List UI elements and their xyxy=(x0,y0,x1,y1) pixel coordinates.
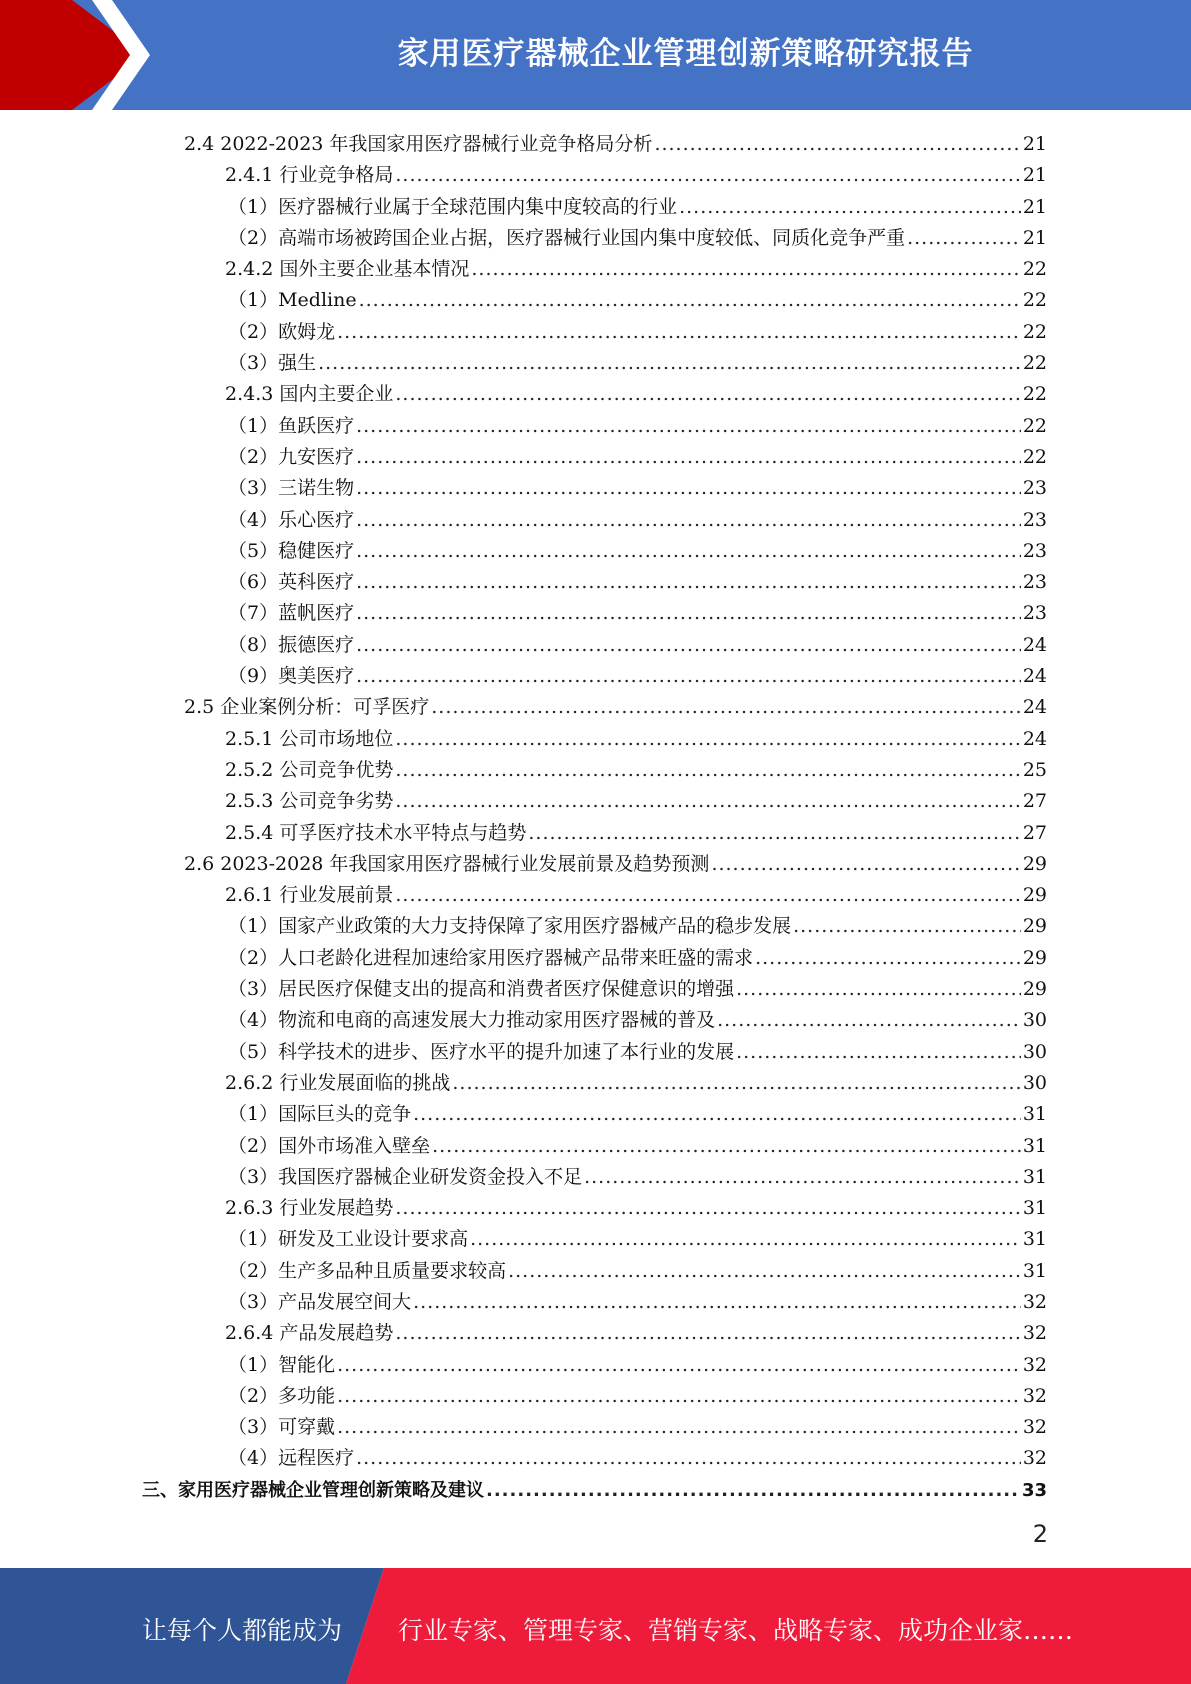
toc-entry-page: 30 xyxy=(1022,1071,1047,1094)
toc-entry-label: （2）国外市场准入壁垒 xyxy=(228,1134,431,1157)
toc-entry-label: 2.6.4 产品发展趋势 xyxy=(225,1322,394,1345)
toc-entry-label: 2.5.4 可孚医疗技术水平特点与趋势 xyxy=(225,821,527,844)
toc-entry-page: 32 xyxy=(1022,1322,1047,1345)
toc-entry[interactable] xyxy=(0,223,1047,254)
toc-entry[interactable] xyxy=(0,1475,1047,1506)
toc-dot-leader xyxy=(432,1131,1021,1162)
toc-entry-page: 24 xyxy=(1022,696,1047,719)
toc-dot-leader xyxy=(337,1350,1021,1381)
toc-entry-page: 22 xyxy=(1022,320,1047,343)
toc-entry-label: 2.4.3 国内主要企业 xyxy=(225,383,394,406)
toc-entry-page: 23 xyxy=(1022,602,1047,625)
toc-entry-page: 29 xyxy=(1022,915,1047,938)
toc-entry-page: 22 xyxy=(1022,352,1047,375)
toc-entry-page: 29 xyxy=(1022,978,1047,1001)
toc-entry-page: 27 xyxy=(1022,821,1047,844)
toc-dot-leader xyxy=(356,536,1021,567)
header-band xyxy=(0,0,1191,110)
toc-entry[interactable] xyxy=(0,1099,1047,1130)
toc-entry-page: 22 xyxy=(1022,383,1047,406)
toc-entry-page: 22 xyxy=(1022,289,1047,312)
toc-entry-label: （2）九安医疗 xyxy=(228,445,355,468)
toc-dot-leader xyxy=(755,943,1021,974)
toc-entry-label: 2.5 企业案例分析：可孚医疗 xyxy=(184,696,430,719)
toc-entry[interactable] xyxy=(0,505,1047,536)
toc-entry-label: （3）产品发展空间大 xyxy=(228,1290,412,1313)
toc-entry-page: 32 xyxy=(1022,1416,1047,1439)
toc-entry[interactable] xyxy=(0,1162,1047,1193)
toc-entry-page: 21 xyxy=(1022,195,1047,218)
toc-entry-page: 21 xyxy=(1022,164,1047,187)
toc-entry-page: 21 xyxy=(1022,226,1047,249)
toc-entry-label: 2.4.1 行业竞争格局 xyxy=(225,164,394,187)
toc-entry-page: 24 xyxy=(1022,665,1047,688)
toc-entry-label: （2）生产多品种且质量要求较高 xyxy=(228,1259,507,1282)
toc-entry-label: 2.5.3 公司竞争劣势 xyxy=(225,790,394,813)
toc-entry-label: （3）三诺生物 xyxy=(228,477,355,500)
toc-entry-label: 2.6.1 行业发展前景 xyxy=(225,884,394,907)
toc-entry-page: 24 xyxy=(1022,633,1047,656)
toc-dot-leader xyxy=(654,129,1020,160)
toc-entry-page: 23 xyxy=(1022,508,1047,531)
toc-dot-leader xyxy=(337,317,1021,348)
toc-entry[interactable] xyxy=(0,911,1047,942)
toc-entry[interactable] xyxy=(0,192,1047,223)
toc-dot-leader xyxy=(470,1224,1021,1255)
toc-entry[interactable] xyxy=(0,1068,1047,1099)
toc-entry-label: （2）高端市场被跨国企业占据，医疗器械行业国内集中度较低、同质化竞争严重 xyxy=(228,226,906,249)
toc-entry-label: （3）可穿戴 xyxy=(228,1416,336,1439)
toc-entry-label: （5）稳健医疗 xyxy=(228,539,355,562)
toc-entry[interactable] xyxy=(0,849,1047,880)
toc-entry[interactable] xyxy=(0,943,1047,974)
toc-entry[interactable] xyxy=(0,129,1047,160)
toc-entry[interactable] xyxy=(0,818,1047,849)
toc-entry-label: （1）医疗器械行业属于全球范围内集中度较高的行业 xyxy=(228,195,678,218)
toc-entry[interactable] xyxy=(0,317,1047,348)
toc-dot-leader xyxy=(395,379,1020,410)
toc-entry-label: 2.4 2022-2023 年我国家用医疗器械行业竞争格局分析 xyxy=(184,133,653,155)
toc-entry-page: 33 xyxy=(1021,1479,1047,1501)
toc-entry-label: 2.5.2 公司竞争优势 xyxy=(225,758,394,781)
toc-dot-leader xyxy=(395,724,1020,755)
footer-slogan-left: 让每个人都能成为 xyxy=(142,1616,343,1645)
toc-dot-leader xyxy=(452,1068,1020,1099)
toc-dot-leader xyxy=(736,974,1021,1005)
toc-entry[interactable] xyxy=(0,692,1047,723)
toc-entry[interactable] xyxy=(0,442,1047,473)
toc-entry[interactable] xyxy=(0,1318,1047,1349)
toc-dot-leader xyxy=(356,630,1021,661)
toc-entry-page: 27 xyxy=(1022,790,1047,813)
toc-dot-leader xyxy=(356,567,1021,598)
toc-entry-label: （1）智能化 xyxy=(228,1353,336,1376)
toc-dot-leader xyxy=(359,285,1021,316)
toc-entry-page: 32 xyxy=(1022,1290,1047,1313)
toc-dot-leader xyxy=(528,818,1020,849)
toc-entry[interactable] xyxy=(0,880,1047,911)
toc-dot-leader xyxy=(356,1443,1021,1474)
toc-entry-label: （2）多功能 xyxy=(228,1384,336,1407)
toc-entry-page: 30 xyxy=(1022,1040,1047,1063)
toc-dot-leader xyxy=(356,473,1021,504)
toc-dot-leader xyxy=(431,692,1021,723)
toc-entry-label: （5）科学技术的进步、医疗水平的提升加速了本行业的发展 xyxy=(228,1040,735,1063)
toc-dot-leader xyxy=(395,786,1020,817)
toc-entry-page: 31 xyxy=(1022,1134,1047,1157)
toc-entry-label: 2.4.2 国外主要企业基本情况 xyxy=(225,258,470,281)
toc-entry[interactable] xyxy=(0,379,1047,410)
toc-entry[interactable] xyxy=(0,254,1047,285)
toc-entry-page: 23 xyxy=(1022,571,1047,594)
toc-entry-page: 31 xyxy=(1022,1103,1047,1126)
toc-entry-label: 2.5.1 公司市场地位 xyxy=(225,727,394,750)
toc-entry-page: 24 xyxy=(1022,727,1047,750)
toc-entry-page: 32 xyxy=(1022,1353,1047,1376)
toc-entry[interactable] xyxy=(0,661,1047,692)
toc-entry[interactable] xyxy=(0,1256,1047,1287)
toc-entry[interactable] xyxy=(0,630,1047,661)
toc-dot-leader xyxy=(337,1381,1021,1412)
toc-entry-label: 2.6.3 行业发展趋势 xyxy=(225,1197,394,1220)
toc-entry-page: 22 xyxy=(1022,258,1047,281)
toc-dot-leader xyxy=(395,1318,1020,1349)
toc-entry[interactable] xyxy=(0,160,1047,191)
toc-entry-page: 25 xyxy=(1022,758,1047,781)
toc-entry-page: 31 xyxy=(1022,1197,1047,1220)
toc-entry[interactable] xyxy=(0,1287,1047,1318)
toc-entry[interactable] xyxy=(0,411,1047,442)
toc-entry[interactable] xyxy=(0,1037,1047,1068)
toc-dot-leader xyxy=(337,1412,1021,1443)
toc-entry-page: 23 xyxy=(1022,477,1047,500)
toc-dot-leader xyxy=(356,598,1021,629)
toc-entry[interactable] xyxy=(0,724,1047,755)
toc-entry[interactable] xyxy=(0,598,1047,629)
toc-dot-leader xyxy=(679,192,1021,223)
toc-entry[interactable] xyxy=(0,1381,1047,1412)
toc-entry-page: 31 xyxy=(1022,1259,1047,1282)
toc-entry-page: 22 xyxy=(1022,445,1047,468)
toc-entry-page: 22 xyxy=(1022,414,1047,437)
toc-entry-page: 32 xyxy=(1022,1384,1047,1407)
toc-dot-leader xyxy=(471,254,1020,285)
toc-entry[interactable] xyxy=(0,348,1047,379)
header-title: 家用医疗器械企业管理创新策略研究报告 xyxy=(397,36,974,72)
toc-entry[interactable] xyxy=(0,755,1047,786)
toc-dot-leader xyxy=(356,505,1021,536)
toc-entry-label: （1）研发及工业设计要求高 xyxy=(228,1228,469,1251)
toc-entry-label: （1）Medline xyxy=(228,289,357,312)
toc-dot-leader xyxy=(356,442,1021,473)
toc-entry-label: （3）我国医疗器械企业研发资金投入不足 xyxy=(228,1165,583,1188)
toc-dot-leader xyxy=(318,348,1021,379)
toc-entry-label: （3）居民医疗保健支出的提高和消费者医疗保健意识的增强 xyxy=(228,978,735,1001)
toc-entry[interactable] xyxy=(0,974,1047,1005)
toc-entry-label: （7）蓝帆医疗 xyxy=(228,602,355,625)
toc-entry-label: （1）国际巨头的竞争 xyxy=(228,1103,412,1126)
toc-dot-leader xyxy=(395,880,1020,911)
toc-entry-label: （1）鱼跃医疗 xyxy=(228,414,355,437)
toc-entry[interactable] xyxy=(0,1131,1047,1162)
toc-entry-page: 29 xyxy=(1022,884,1047,907)
toc-entry-label: 三、家用医疗器械企业管理创新策略及建议 xyxy=(142,1479,484,1501)
toc-entry-label: （4）远程医疗 xyxy=(228,1447,355,1470)
toc-dot-leader xyxy=(356,661,1021,692)
toc-entry-label: （2）人口老龄化进程加速给家用医疗器械产品带来旺盛的需求 xyxy=(228,946,754,969)
toc-dot-leader xyxy=(486,1475,1020,1506)
toc-entry[interactable] xyxy=(0,1193,1047,1224)
toc-entry[interactable] xyxy=(0,1224,1047,1255)
footer-slogan-right: 行业专家、管理专家、营销专家、战略专家、成功企业家…… xyxy=(398,1616,1074,1645)
toc-dot-leader xyxy=(584,1162,1021,1193)
toc-entry-label: （8）振德医疗 xyxy=(228,633,355,656)
toc-dot-leader xyxy=(711,849,1020,880)
toc-dot-leader xyxy=(736,1037,1021,1068)
toc-entry-label: （2）欧姆龙 xyxy=(228,320,336,343)
toc-entry[interactable] xyxy=(0,1350,1047,1381)
toc-entry[interactable] xyxy=(0,567,1047,598)
toc-entry-page: 21 xyxy=(1022,133,1047,155)
toc-entry[interactable] xyxy=(0,1005,1047,1036)
toc-entry-label: 2.6.2 行业发展面临的挑战 xyxy=(225,1071,451,1094)
toc-entry-label: （6）英科医疗 xyxy=(228,571,355,594)
toc-dot-leader xyxy=(413,1287,1021,1318)
toc-entry-page: 30 xyxy=(1022,1009,1047,1032)
toc-entry[interactable] xyxy=(0,1412,1047,1443)
toc-entry-label: （4）物流和电商的高速发展大力推动家用医疗器械的普及 xyxy=(228,1009,716,1032)
toc-entry-label: （3）强生 xyxy=(228,352,317,375)
footer-band xyxy=(0,1568,1191,1684)
toc-dot-leader xyxy=(413,1099,1021,1130)
toc-entry-page: 29 xyxy=(1022,946,1047,969)
toc-entry[interactable] xyxy=(0,285,1047,316)
toc-dot-leader xyxy=(395,1193,1020,1224)
toc-entry[interactable] xyxy=(0,786,1047,817)
table-of-contents xyxy=(0,129,1191,1506)
toc-entry-page: 31 xyxy=(1022,1228,1047,1251)
toc-entry-label: 2.6 2023-2028 年我国家用医疗器械行业发展前景及趋势预测 xyxy=(184,852,710,875)
toc-entry-label: （4）乐心医疗 xyxy=(228,508,355,531)
toc-dot-leader xyxy=(907,223,1021,254)
toc-dot-leader xyxy=(717,1005,1021,1036)
toc-entry[interactable] xyxy=(0,536,1047,567)
toc-entry-page: 29 xyxy=(1022,852,1047,875)
toc-dot-leader xyxy=(793,911,1021,942)
toc-entry[interactable] xyxy=(0,1443,1047,1474)
toc-entry-page: 32 xyxy=(1022,1447,1047,1470)
toc-dot-leader xyxy=(395,160,1020,191)
page-number: 2 xyxy=(1032,1520,1048,1548)
toc-dot-leader xyxy=(508,1256,1021,1287)
toc-dot-leader xyxy=(395,755,1020,786)
toc-entry[interactable] xyxy=(0,473,1047,504)
toc-entry-label: （9）奥美医疗 xyxy=(228,665,355,688)
toc-entry-label: （1）国家产业政策的大力支持保障了家用医疗器械产品的稳步发展 xyxy=(228,915,792,938)
toc-dot-leader xyxy=(356,411,1021,442)
toc-entry-page: 31 xyxy=(1022,1165,1047,1188)
toc-entry-page: 23 xyxy=(1022,539,1047,562)
